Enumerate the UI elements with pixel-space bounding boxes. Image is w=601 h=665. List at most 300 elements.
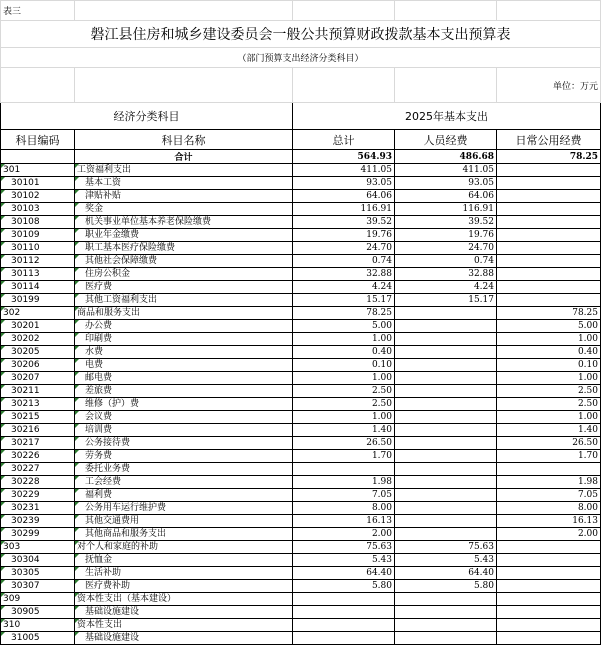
row-public-text: 1.70 xyxy=(577,450,598,461)
row-personnel-text: 19.76 xyxy=(468,229,494,240)
table-row xyxy=(1,372,601,385)
row-public xyxy=(497,619,601,632)
row-name xyxy=(75,333,293,346)
row-total-text: 0.10 xyxy=(371,359,392,370)
table-row xyxy=(1,203,601,216)
cell-marker-icon xyxy=(1,528,5,532)
row-name-text: 会议费 xyxy=(85,411,113,422)
cell-marker-icon xyxy=(1,216,5,220)
row-public-text: 1.40 xyxy=(577,424,598,435)
row-personnel xyxy=(395,229,497,242)
row-total-text: 64.40 xyxy=(366,567,392,578)
cell-marker-icon xyxy=(75,164,79,168)
row-name xyxy=(75,203,293,216)
row-public xyxy=(497,164,601,177)
row-personnel xyxy=(395,593,497,606)
row-name-text: 差旅费 xyxy=(85,385,113,396)
row-total xyxy=(293,424,395,437)
row-total-text: 24.70 xyxy=(366,242,392,253)
row-personnel xyxy=(395,411,497,424)
table-row xyxy=(1,489,601,502)
row-code xyxy=(1,437,75,450)
row-personnel xyxy=(395,216,497,229)
row-total-text: 15.17 xyxy=(366,294,392,305)
row-code-text: 30905 xyxy=(11,606,40,617)
row-name xyxy=(75,567,293,580)
row-total-text: 2.50 xyxy=(371,385,392,396)
page-title: 磐江县住房和城乡建设委员会一般公共预算财政拨款基本支出预算表 xyxy=(1,21,601,48)
header-personnel: 人员经费 xyxy=(395,130,497,150)
table-row xyxy=(1,242,601,255)
row-total xyxy=(293,190,395,203)
cell-marker-icon xyxy=(1,281,5,285)
row-code-text: 30113 xyxy=(11,268,40,279)
row-public xyxy=(497,463,601,476)
cell-marker-icon xyxy=(75,177,79,181)
cell-marker-icon xyxy=(1,242,5,246)
row-total xyxy=(293,359,395,372)
row-code xyxy=(1,372,75,385)
cell-marker-icon xyxy=(1,307,5,311)
row-code xyxy=(1,554,75,567)
row-name xyxy=(75,242,293,255)
row-name xyxy=(75,580,293,593)
row-total-text: 411.05 xyxy=(360,164,392,175)
row-code xyxy=(1,476,75,489)
row-public-text: 2.50 xyxy=(577,398,598,409)
row-total-text: 1.70 xyxy=(371,450,392,461)
row-code xyxy=(1,593,75,606)
row-code-text: 30202 xyxy=(11,333,40,344)
table-row xyxy=(1,411,601,424)
row-personnel-text: 5.80 xyxy=(473,580,494,591)
row-total xyxy=(293,554,395,567)
row-code xyxy=(1,242,75,255)
row-name-text: 维修（护）费 xyxy=(85,398,140,409)
row-code-text: 30114 xyxy=(11,281,40,292)
row-total xyxy=(293,489,395,502)
unit-label: 单位：万元 xyxy=(497,68,601,103)
row-total-text: 39.52 xyxy=(366,216,392,227)
row-code xyxy=(1,619,75,632)
table-row xyxy=(1,606,601,619)
row-personnel xyxy=(395,541,497,554)
row-personnel xyxy=(395,528,497,541)
row-name xyxy=(75,229,293,242)
row-code xyxy=(1,164,75,177)
row-name-text: 公务用车运行维护费 xyxy=(85,502,167,513)
table-row xyxy=(1,424,601,437)
row-name xyxy=(75,385,293,398)
row-name xyxy=(75,450,293,463)
row-personnel xyxy=(395,242,497,255)
table-row xyxy=(1,255,601,268)
row-name xyxy=(75,190,293,203)
cell-marker-icon xyxy=(1,437,5,441)
cell-marker-icon xyxy=(1,463,5,467)
cell-marker-icon xyxy=(75,502,79,506)
row-public xyxy=(497,255,601,268)
row-name-text: 商品和服务支出 xyxy=(77,307,141,318)
table-row xyxy=(1,541,601,554)
cell-marker-icon xyxy=(75,398,79,402)
row-name xyxy=(75,398,293,411)
cell-marker-icon xyxy=(1,385,5,389)
row-personnel xyxy=(395,203,497,216)
row-total-text: 75.63 xyxy=(366,541,392,552)
row-code-text: 30108 xyxy=(11,216,40,227)
row-public xyxy=(497,528,601,541)
header-columns-row xyxy=(1,130,601,150)
row-public xyxy=(497,580,601,593)
unit-row xyxy=(1,68,601,103)
cell-marker-icon xyxy=(75,437,79,441)
row-public xyxy=(497,606,601,619)
header-total: 总计 xyxy=(293,130,395,150)
row-personnel-text: 64.40 xyxy=(468,567,494,578)
row-code-text: 30109 xyxy=(11,229,40,240)
header-code: 科目编码 xyxy=(1,130,75,150)
cell-marker-icon xyxy=(1,372,5,376)
row-name-text: 奖金 xyxy=(85,203,104,214)
table-row xyxy=(1,528,601,541)
row-public-text: 78.25 xyxy=(572,307,598,318)
row-total xyxy=(293,255,395,268)
row-personnel xyxy=(395,333,497,346)
row-code xyxy=(1,541,75,554)
row-name-text: 其他交通费用 xyxy=(85,515,140,526)
row-total xyxy=(293,372,395,385)
row-name xyxy=(75,164,293,177)
row-total xyxy=(293,411,395,424)
row-total-text: 32.88 xyxy=(366,268,392,279)
row-code xyxy=(1,203,75,216)
row-name-text: 职业年金缴费 xyxy=(85,229,140,240)
row-name-text: 邮电费 xyxy=(85,372,113,383)
table-row xyxy=(1,437,601,450)
cell-marker-icon xyxy=(1,476,5,480)
row-code-text: 30215 xyxy=(11,411,40,422)
row-total xyxy=(293,281,395,294)
row-personnel-text: 39.52 xyxy=(468,216,494,227)
row-total-text: 116.91 xyxy=(360,203,392,214)
table-row xyxy=(1,164,601,177)
row-personnel xyxy=(395,437,497,450)
subtitle-row xyxy=(1,48,601,68)
row-public xyxy=(497,359,601,372)
row-personnel xyxy=(395,424,497,437)
row-personnel xyxy=(395,268,497,281)
cell-marker-icon xyxy=(75,541,79,545)
row-total xyxy=(293,619,395,632)
cell-marker-icon xyxy=(75,489,79,493)
row-personnel xyxy=(395,294,497,307)
cell-marker-icon xyxy=(75,567,79,571)
row-code-text: 30231 xyxy=(11,502,40,513)
row-name xyxy=(75,255,293,268)
title-row xyxy=(1,21,601,48)
row-name xyxy=(75,619,293,632)
cell-marker-icon xyxy=(75,515,79,519)
row-name xyxy=(75,307,293,320)
row-public xyxy=(497,593,601,606)
row-personnel xyxy=(395,385,497,398)
cell-marker-icon xyxy=(1,346,5,350)
row-total-text: 1.40 xyxy=(371,424,392,435)
row-personnel xyxy=(395,567,497,580)
row-public xyxy=(497,242,601,255)
row-name xyxy=(75,320,293,333)
row-name xyxy=(75,632,293,645)
row-total xyxy=(293,346,395,359)
row-code-text: 30211 xyxy=(11,385,40,396)
row-public xyxy=(497,177,601,190)
row-personnel xyxy=(395,632,497,645)
row-name xyxy=(75,541,293,554)
row-name-text: 资本性支出（基本建设） xyxy=(77,593,177,604)
row-code xyxy=(1,489,75,502)
cell-marker-icon xyxy=(1,554,5,558)
row-name-text: 基础设施建设 xyxy=(85,606,140,617)
row-total xyxy=(293,567,395,580)
row-code xyxy=(1,463,75,476)
row-personnel xyxy=(395,320,497,333)
row-name-text: 资本性支出 xyxy=(77,619,123,630)
row-code xyxy=(1,528,75,541)
cell-marker-icon xyxy=(75,424,79,428)
row-name xyxy=(75,489,293,502)
row-personnel-text: 0.74 xyxy=(473,255,494,266)
row-code-text: 302 xyxy=(3,307,21,318)
row-total-text: 64.06 xyxy=(366,190,392,201)
tag-row xyxy=(1,1,601,21)
row-code xyxy=(1,450,75,463)
row-code-text: 30199 xyxy=(11,294,40,305)
cell-marker-icon xyxy=(1,541,5,545)
row-public xyxy=(497,307,601,320)
row-public xyxy=(497,541,601,554)
row-name-text: 电费 xyxy=(85,359,104,370)
cell-marker-icon xyxy=(75,528,79,532)
row-code-text: 309 xyxy=(3,593,21,604)
row-total xyxy=(293,294,395,307)
row-name xyxy=(75,476,293,489)
row-public xyxy=(497,489,601,502)
total-public: 78.25 xyxy=(497,150,601,164)
header-group-right: 2025年基本支出 xyxy=(293,103,601,130)
row-total xyxy=(293,528,395,541)
row-name-text: 对个人和家庭的补助 xyxy=(77,541,159,552)
table-tag: 表三 xyxy=(1,1,75,21)
row-code xyxy=(1,346,75,359)
row-name-text: 其他社会保障缴费 xyxy=(85,255,158,266)
row-code-text: 30305 xyxy=(11,567,40,578)
row-public xyxy=(497,411,601,424)
row-name-text: 水费 xyxy=(85,346,104,357)
row-name-text: 办公费 xyxy=(85,320,113,331)
row-name xyxy=(75,528,293,541)
row-name-text: 其他商品和服务支出 xyxy=(85,528,167,539)
row-code xyxy=(1,294,75,307)
cell-marker-icon xyxy=(75,281,79,285)
row-code-text: 30216 xyxy=(11,424,40,435)
cell-marker-icon xyxy=(75,320,79,324)
table-row xyxy=(1,567,601,580)
row-public-text: 26.50 xyxy=(572,437,598,448)
cell-marker-icon xyxy=(75,385,79,389)
row-total xyxy=(293,177,395,190)
table-row xyxy=(1,385,601,398)
row-name xyxy=(75,294,293,307)
row-public xyxy=(497,190,601,203)
row-code-text: 30102 xyxy=(11,190,40,201)
row-name xyxy=(75,359,293,372)
cell-marker-icon xyxy=(75,411,79,415)
row-public xyxy=(497,294,601,307)
row-name xyxy=(75,268,293,281)
row-code-text: 301 xyxy=(3,164,21,175)
row-total xyxy=(293,502,395,515)
row-total-text: 0.74 xyxy=(371,255,392,266)
table-row xyxy=(1,463,601,476)
row-total xyxy=(293,450,395,463)
cell-marker-icon xyxy=(1,320,5,324)
row-name xyxy=(75,216,293,229)
row-total-text: 26.50 xyxy=(366,437,392,448)
row-personnel xyxy=(395,359,497,372)
row-name xyxy=(75,346,293,359)
table-row xyxy=(1,359,601,372)
table-row xyxy=(1,476,601,489)
row-code xyxy=(1,580,75,593)
row-total-text: 7.05 xyxy=(371,489,392,500)
cell-marker-icon xyxy=(1,489,5,493)
row-code xyxy=(1,424,75,437)
row-personnel xyxy=(395,619,497,632)
row-name-text: 委托业务费 xyxy=(85,463,131,474)
cell-marker-icon xyxy=(75,268,79,272)
row-name xyxy=(75,554,293,567)
row-code xyxy=(1,268,75,281)
table-row xyxy=(1,333,601,346)
cell-marker-icon xyxy=(1,580,5,584)
row-personnel xyxy=(395,372,497,385)
row-public-text: 5.00 xyxy=(577,320,598,331)
header-public: 日常公用经费 xyxy=(497,130,601,150)
table-row xyxy=(1,190,601,203)
row-public xyxy=(497,320,601,333)
row-code xyxy=(1,333,75,346)
total-label: 合计 xyxy=(75,150,293,164)
row-code-text: 30213 xyxy=(11,398,40,409)
table-row xyxy=(1,450,601,463)
row-code xyxy=(1,216,75,229)
page-subtitle: （部门预算支出经济分类科目） xyxy=(1,48,601,68)
row-code xyxy=(1,359,75,372)
row-personnel xyxy=(395,307,497,320)
row-public xyxy=(497,385,601,398)
row-name-text: 津贴补贴 xyxy=(85,190,122,201)
row-public-text: 1.98 xyxy=(577,476,598,487)
row-name-text: 抚恤金 xyxy=(85,554,113,565)
cell-marker-icon xyxy=(1,593,5,597)
row-name-text: 劳务费 xyxy=(85,450,113,461)
row-code-text: 31005 xyxy=(11,632,40,643)
cell-marker-icon xyxy=(1,632,5,636)
row-personnel xyxy=(395,554,497,567)
row-name-text: 工会经费 xyxy=(85,476,122,487)
row-public xyxy=(497,203,601,216)
row-total xyxy=(293,229,395,242)
row-code xyxy=(1,385,75,398)
row-name xyxy=(75,437,293,450)
row-personnel-text: 5.43 xyxy=(473,554,494,565)
cell-marker-icon xyxy=(1,411,5,415)
header-group-left: 经济分类科目 xyxy=(1,103,293,130)
row-name-text: 工资福利支出 xyxy=(77,164,132,175)
row-public xyxy=(497,476,601,489)
cell-marker-icon xyxy=(1,229,5,233)
cell-marker-icon xyxy=(1,190,5,194)
row-public xyxy=(497,424,601,437)
cell-marker-icon xyxy=(1,606,5,610)
row-total-text: 2.50 xyxy=(371,398,392,409)
cell-marker-icon xyxy=(75,255,79,259)
row-total-text: 4.24 xyxy=(371,281,392,292)
row-code-text: 30101 xyxy=(11,177,40,188)
cell-marker-icon xyxy=(1,567,5,571)
cell-marker-icon xyxy=(75,216,79,220)
row-personnel xyxy=(395,177,497,190)
row-code xyxy=(1,502,75,515)
row-code-text: 30205 xyxy=(11,346,40,357)
row-personnel xyxy=(395,164,497,177)
row-total-text: 1.98 xyxy=(371,476,392,487)
row-public xyxy=(497,567,601,580)
row-public xyxy=(497,398,601,411)
row-total-text: 16.13 xyxy=(366,515,392,526)
row-personnel-text: 24.70 xyxy=(468,242,494,253)
row-total xyxy=(293,216,395,229)
row-name-text: 培训费 xyxy=(85,424,113,435)
row-total-text: 1.00 xyxy=(371,411,392,422)
cell-marker-icon xyxy=(1,398,5,402)
cell-marker-icon xyxy=(75,242,79,246)
row-total xyxy=(293,242,395,255)
row-code-text: 30299 xyxy=(11,528,40,539)
table-row xyxy=(1,502,601,515)
row-total-text: 5.43 xyxy=(371,554,392,565)
row-public-text: 1.00 xyxy=(577,372,598,383)
row-total-text: 78.25 xyxy=(366,307,392,318)
cell-marker-icon xyxy=(1,255,5,259)
cell-marker-icon xyxy=(1,359,5,363)
row-personnel xyxy=(395,463,497,476)
cell-marker-icon xyxy=(75,333,79,337)
cell-marker-icon xyxy=(75,359,79,363)
cell-marker-icon xyxy=(75,554,79,558)
row-personnel xyxy=(395,398,497,411)
row-code xyxy=(1,281,75,294)
row-code xyxy=(1,229,75,242)
row-code xyxy=(1,515,75,528)
row-personnel xyxy=(395,580,497,593)
table-row xyxy=(1,281,601,294)
row-name xyxy=(75,372,293,385)
row-code-text: 30304 xyxy=(11,554,40,565)
table-row xyxy=(1,229,601,242)
table-row xyxy=(1,515,601,528)
